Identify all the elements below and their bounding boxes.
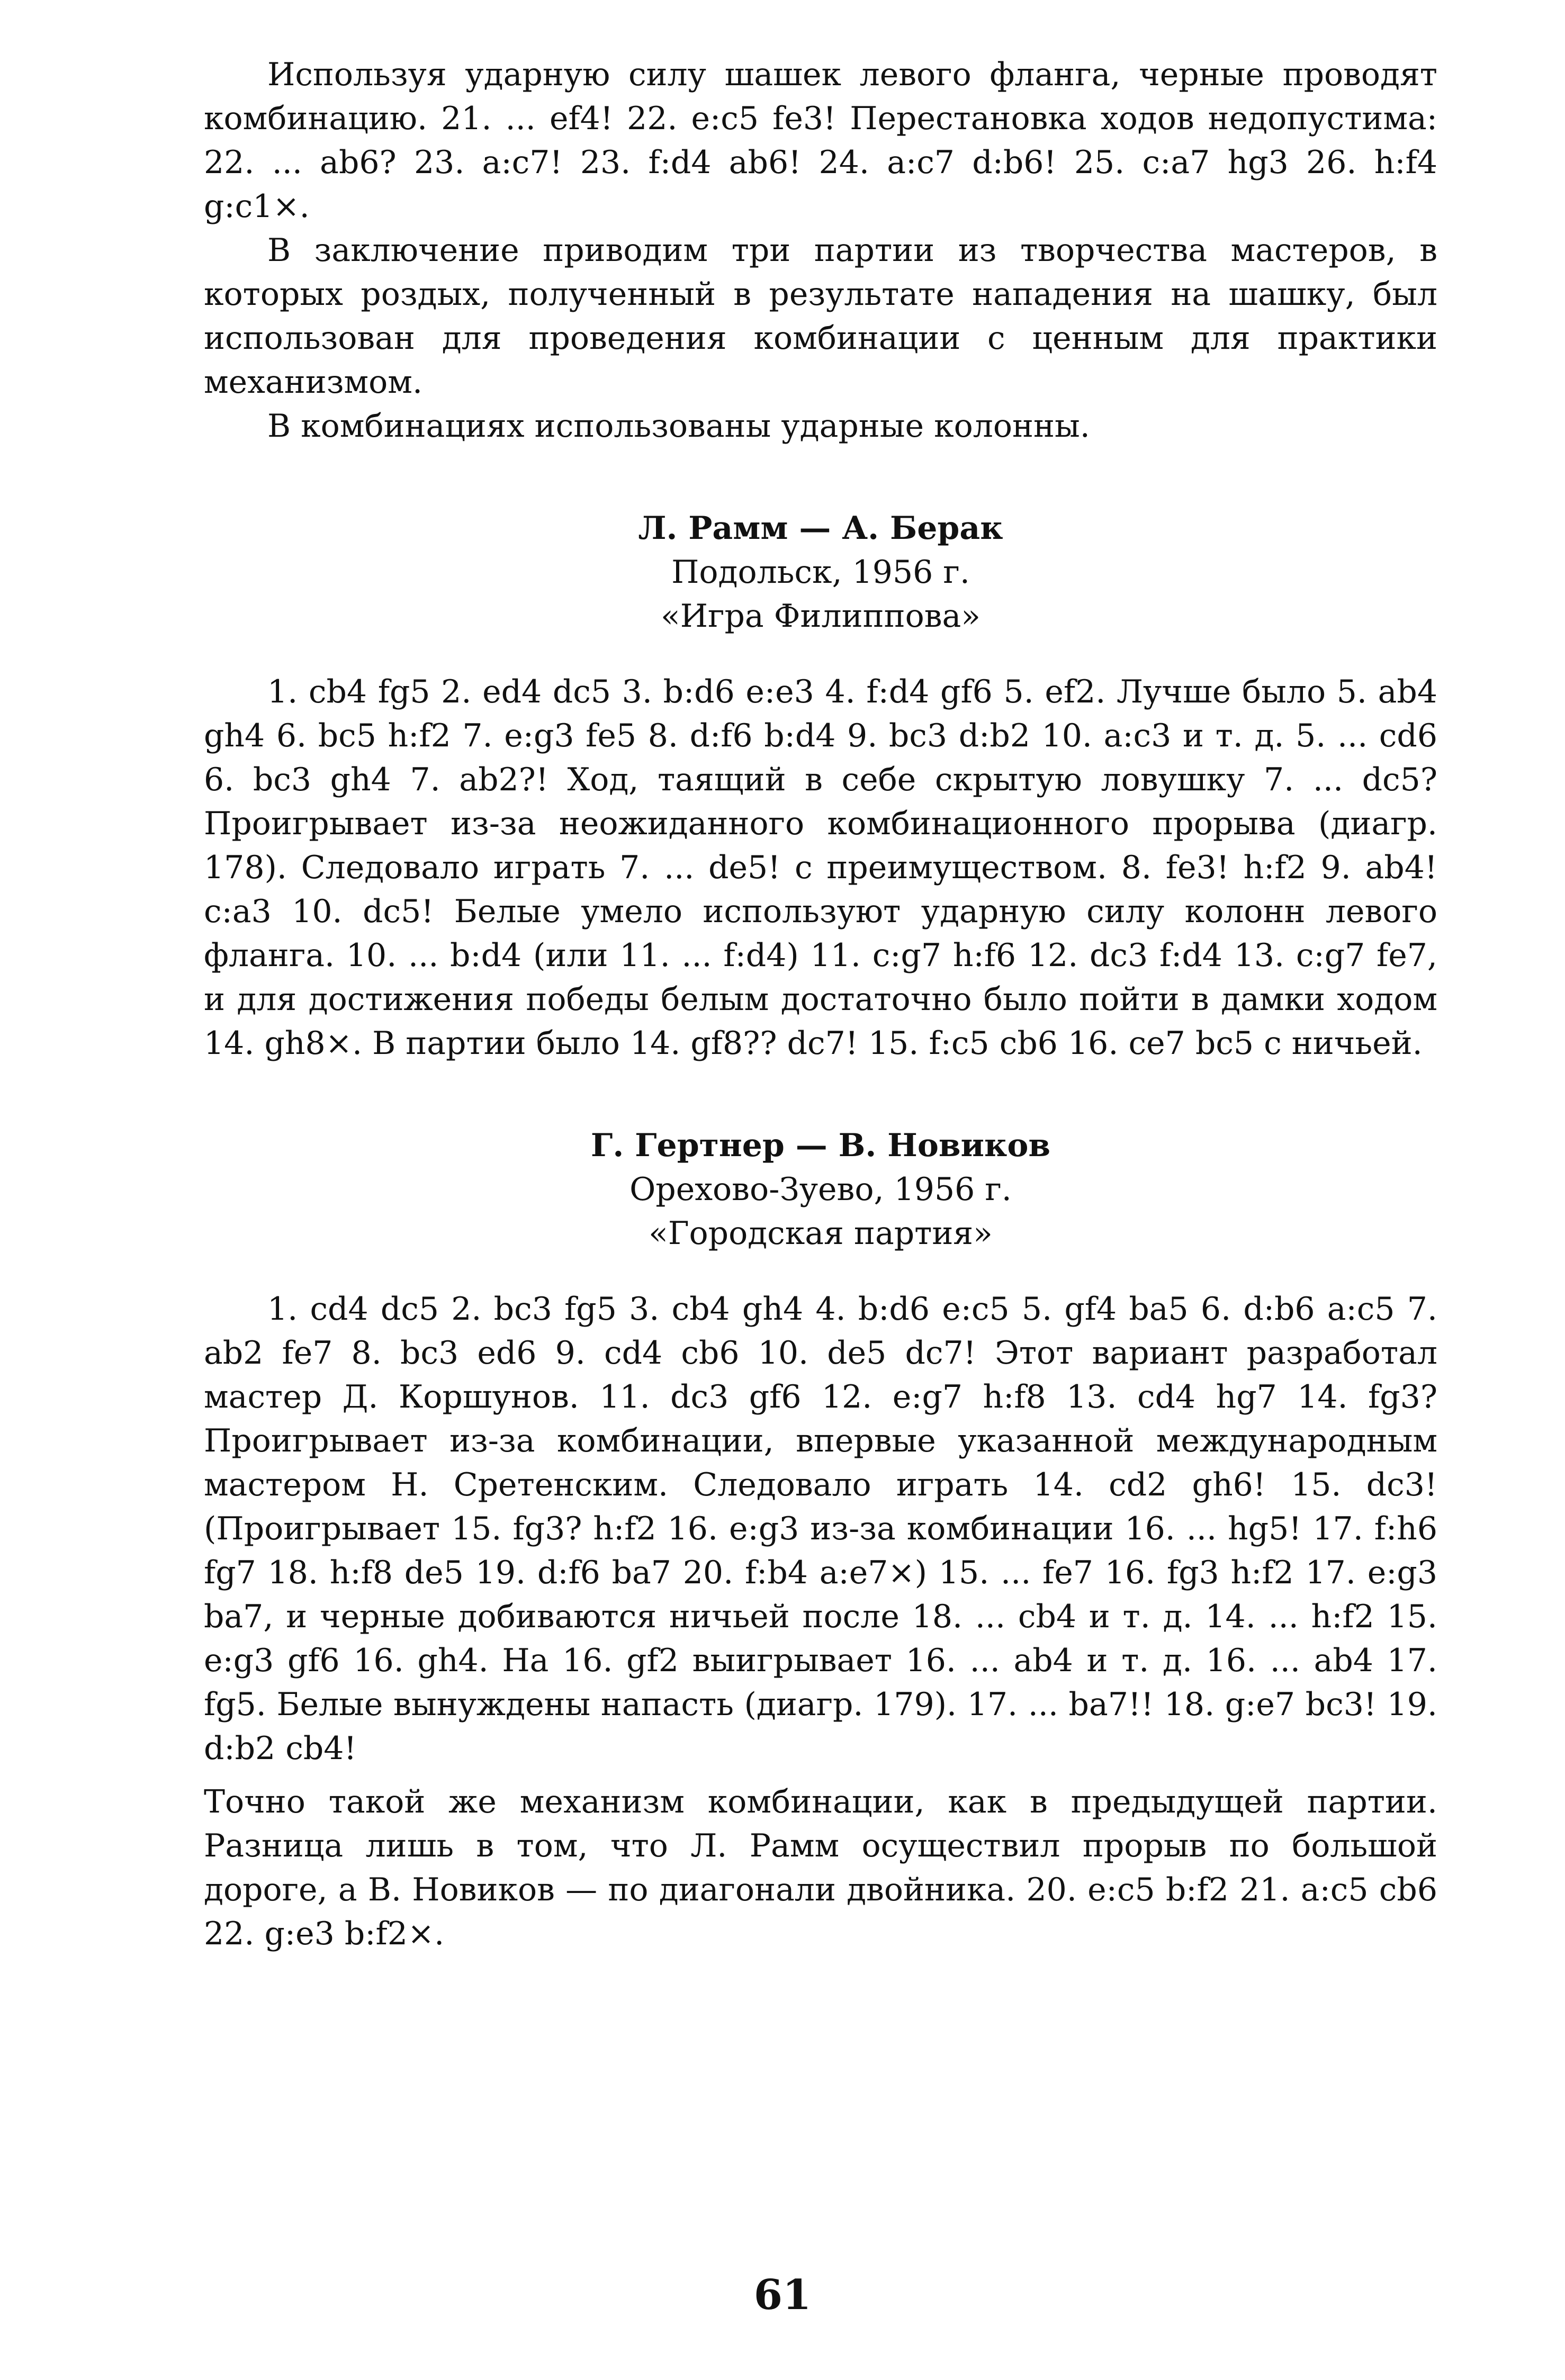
intro-paragraph-1: Используя ударную силу шашек левого фланга, черные проводят комбинацию. 21. ... ef4! 22. e:c5 fe3! Перестановка ходов недопустима: 22. ... ab6? 23. a:c7! 23. f:d4 ab6! 24. a:c7 d:b6! 25. c:a7 hg3 26. h:f4 g:c1×. <box>204 56 1437 225</box>
game2-opening: «Городская партия» <box>649 1215 993 1252</box>
intro-paragraph-2: В заключение приводим три партии из творчества мастеров, в которых роздых, полученный в результате нападения на шашку, был использован для проведения комбинации с ценным для практики механизмом. <box>204 232 1437 401</box>
game2-conclusion: Точно такой же механизм комбинации, как в предыдущей партии. Разница лишь в том, что Л. Рамм осуществил прорыв по большой дороге, а В. Новиков — по диагонали двойника. 20. e:c5 b:f2 21. a:c5 cb6 22. g:e3 b:f2×. <box>204 1783 1437 1952</box>
game1-place: Подольск, 1956 г. <box>671 554 970 591</box>
game1-opening: «Игра Филиппова» <box>661 598 981 635</box>
game2-players: Г. Гертнер — В. Новиков <box>590 1127 1051 1164</box>
game2-place: Орехово-Зуево, 1956 г. <box>629 1171 1012 1208</box>
game1-notation: 1. cb4 fg5 2. ed4 dc5 3. b:d6 e:e3 4. f:d4 gf6 5. ef2. Лучше было 5. ab4 gh4 6. bc5 h:f2 7. e:g3 fe5 8. d:f6 b:d4 9. bc3 d:b2 10. a:c3 и т. д. 5. ... cd6 6. bc3 gh4 7. ab2?! Ход, таящий в себе скрытую ловушку 7. ... dc5? Проигрывает из-за неожиданного комбинационного прорыва (диагр. 178). Следовало играть 7. ... de5! с преимуществом. 8. fe3! h:f2 9. ab4! c:a3 10. dc5! Белые умело используют ударную силу колонн левого фланга. 10. ... b:d4 (или 11. ... f:d4) 11. c:g7 h:f6 12. dc3 f:d4 13. c:g7 fe7, и для достижения победы белым достаточно было пойти в дамки ходом 14. gh8×. В партии было 14. gf8?? dc7! 15. f:c5 cb6 16. ce7 bc5 с ничьей. <box>204 673 1437 1062</box>
page-body <box>204 53 1437 1956</box>
game2-notation: 1. cd4 dc5 2. bc3 fg5 3. cb4 gh4 4. b:d6 e:c5 5. gf4 ba5 6. d:b6 a:c5 7. ab2 fe7 8. bc3 ed6 9. cd4 cb6 10. de5 dc7! Этот вариант разработал мастер Д. Коршунов. 11. dc3 gf6 12. e:g7 h:f8 13. cd4 hg7 14. fg3? Проигрывает из-за комбинации, впервые указанной международным мастером Н. Сретенским. Следовало играть 14. cd2 gh6! 15. dc3! (Проигрывает 15. fg3? h:f2 16. e:g3 из-за комбинации 16. ... hg5! 17. f:h6 fg7 18. h:f8 de5 19. d:f6 ba7 20. f:b4 a:e7×) 15. ... fe7 16. fg3 h:f2 17. e:g3 ba7, и черные добиваются ничьей после 18. ... cb4 и т. д. 14. ... h:f2 15. e:g3 gf6 16. gh4. На 16. gf2 выигрывает 16. ... ab4 и т. д. 16. ... ab4 17. fg5. Белые вынуждены напасть (диагр. 179). 17. ... ba7!! 18. g:e7 bc3! 19. d:b2 cb4! <box>204 1291 1437 1767</box>
intro-paragraph-3: В комбинациях использованы ударные колонны. <box>267 408 1090 445</box>
page-number: 61 <box>753 2271 812 2319</box>
game1-players: Л. Рамм — А. Берак <box>638 510 1003 547</box>
